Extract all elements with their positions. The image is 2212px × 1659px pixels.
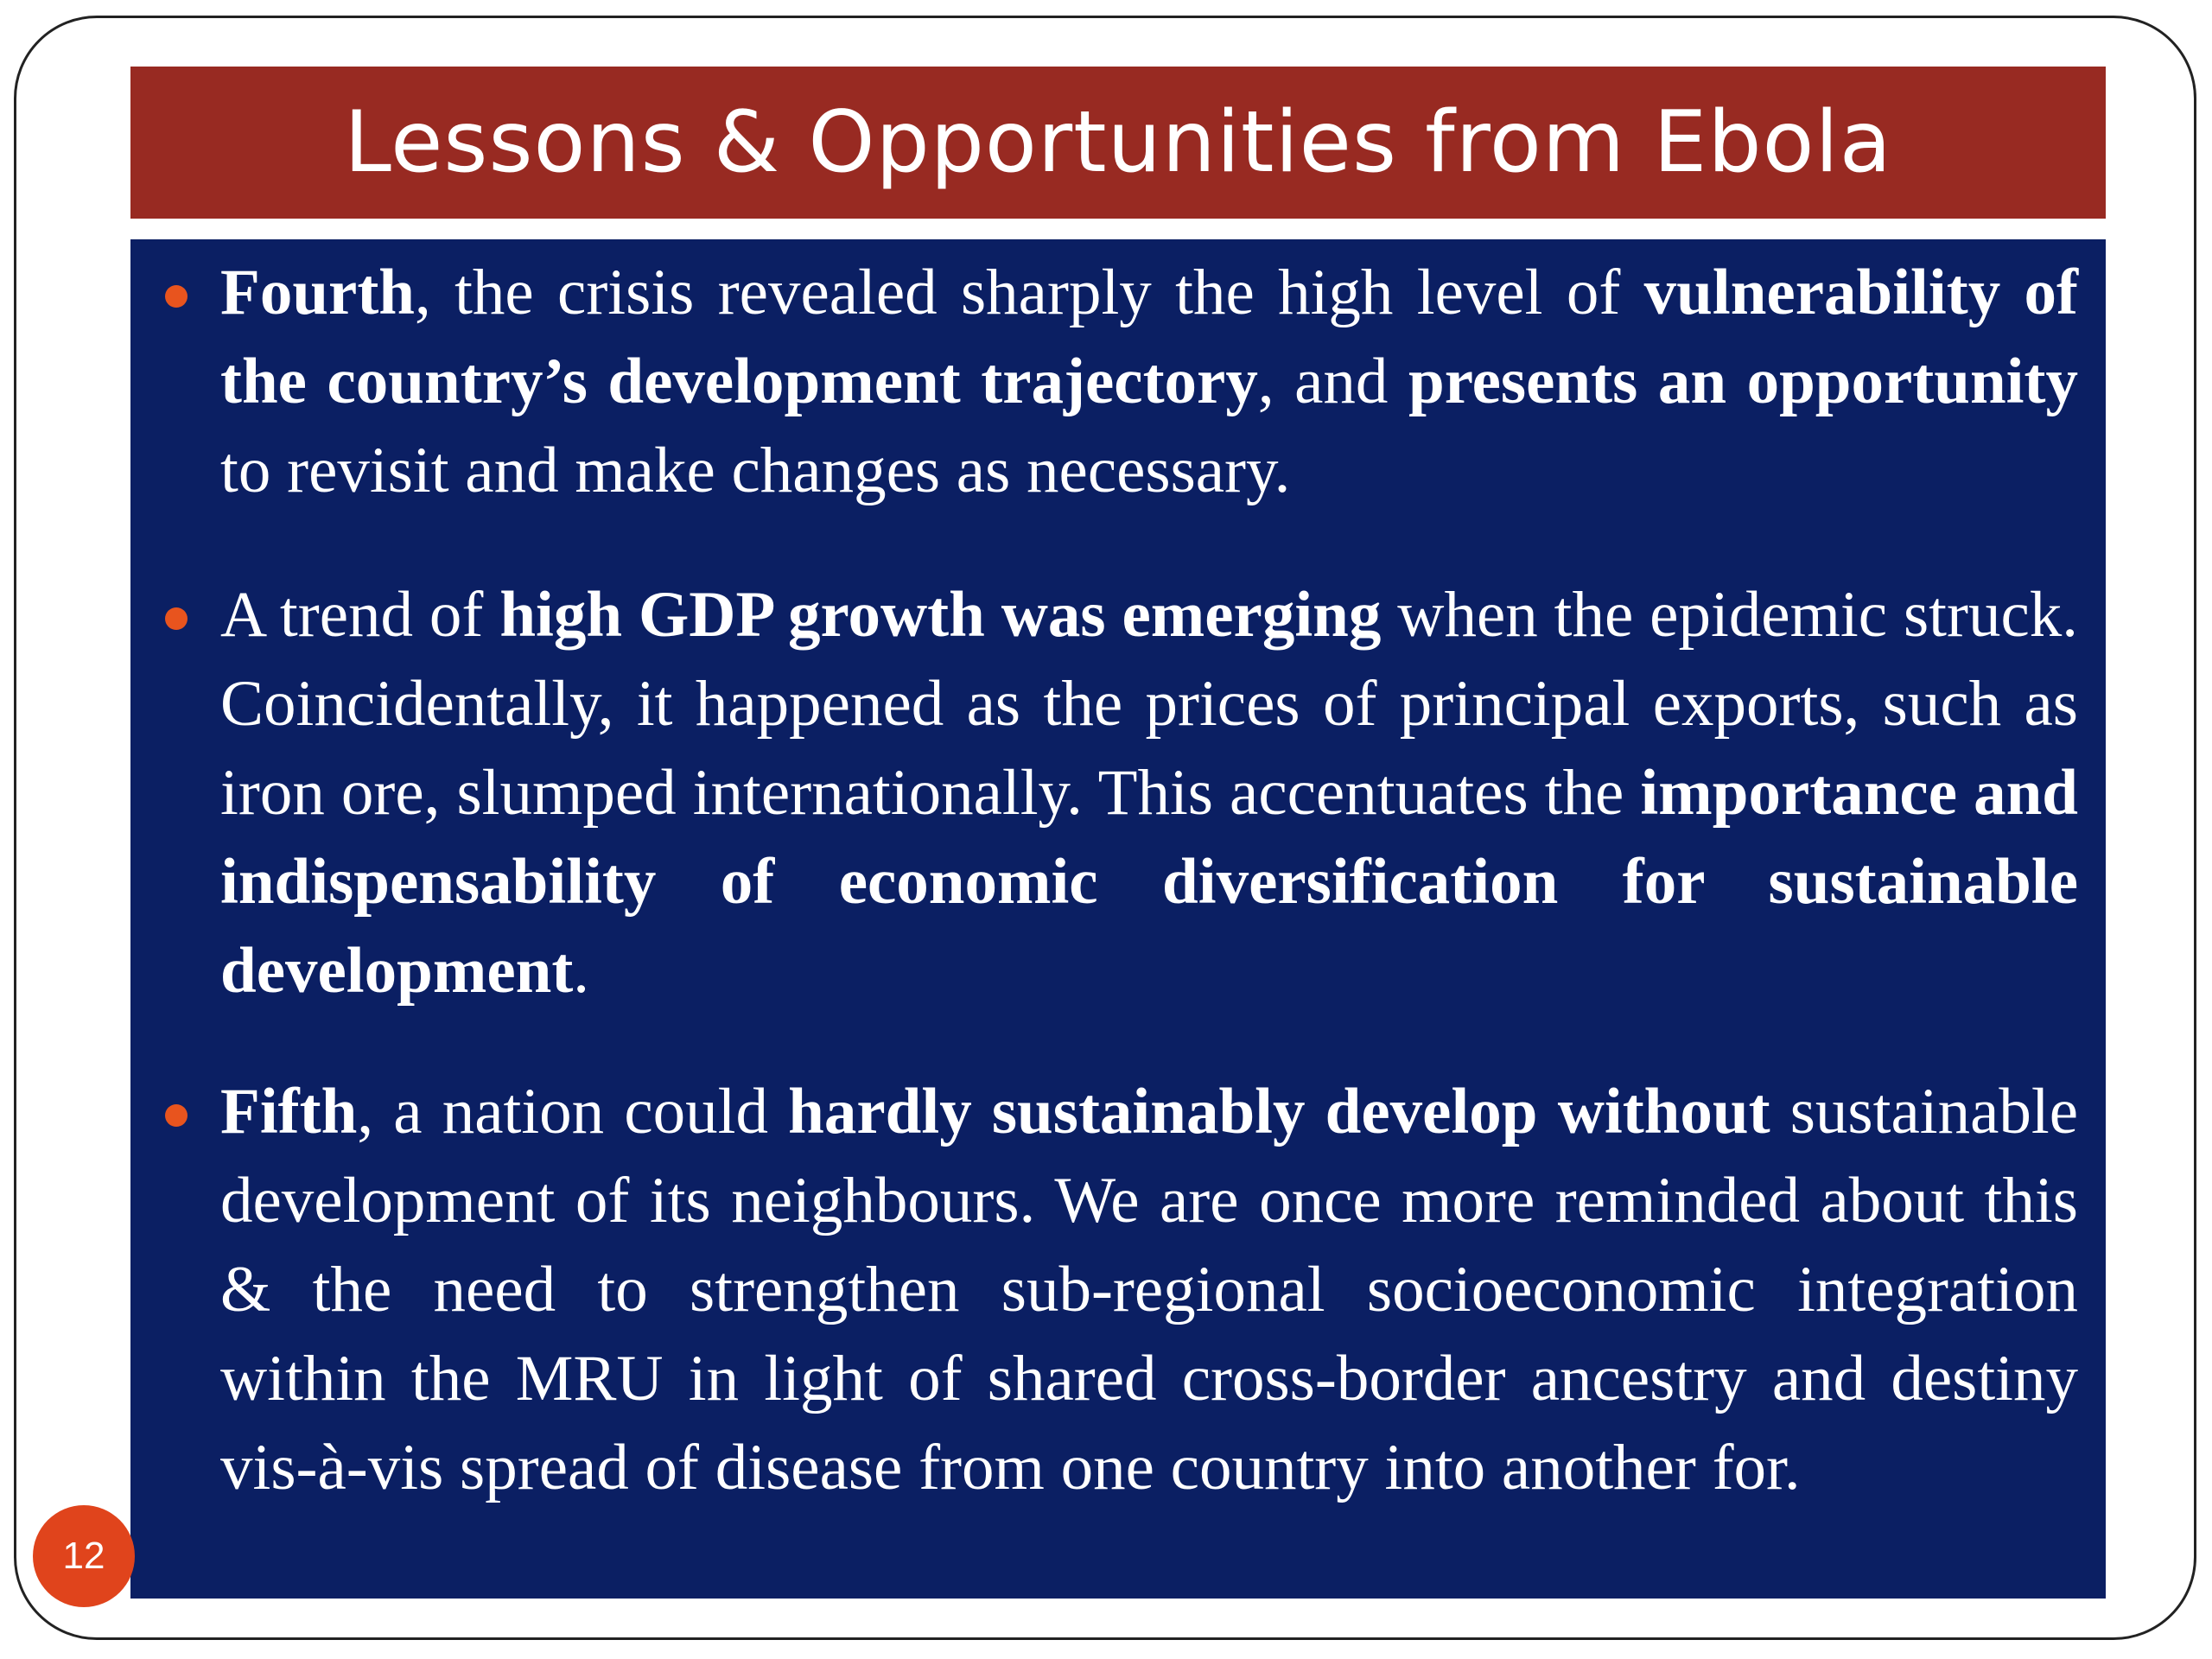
bullet-item-3 [220, 1067, 2078, 1512]
bold-text-segment: importance and indispensability of economic diversification for sustainable development [220, 757, 2078, 1007]
bullet-dot-icon [165, 607, 188, 630]
text-segment: , the crisis revealed sharply the high level of [415, 257, 1644, 328]
bullet-item-2 [220, 570, 2078, 1015]
bold-text-segment: presents an opportunity [1408, 346, 2078, 417]
bullet-text [220, 257, 2078, 506]
bold-text-segment: high GDP growth was emerging [499, 579, 1382, 651]
bullet-dot-icon [165, 285, 188, 308]
page-number-badge: 12 [33, 1505, 135, 1607]
text-segment: , and [1257, 346, 1408, 417]
bold-text-segment: hardly sustainably develop without [788, 1076, 1770, 1147]
text-segment: A trend of [220, 579, 500, 651]
bold-text-segment: Fifth [220, 1076, 358, 1147]
content-panel [130, 239, 2106, 1599]
bullet-item-1 [220, 248, 2078, 515]
bullet-dot-icon [165, 1104, 188, 1127]
bullet-text [220, 1076, 2078, 1503]
bold-text-segment: Fourth [220, 257, 415, 328]
bullet-text [220, 579, 2078, 1007]
text-segment: when the epidemic struck. Coincidentally, it happened as the prices of principal exports, such as iron ore, slumped internationally. This accentuates the [220, 579, 2078, 829]
bold-text-segment: vulnerability of the country’s development trajectory [220, 257, 2079, 417]
text-segment: to revisit and make changes as necessary. [220, 435, 1291, 506]
text-segment: sustainable development of its neighbours. We are once more reminded about this & the need to strengthen sub-regional socioeconomic integration within the MRU in light of shared cross-border ancestry and destiny vis-à-vis spread of disease from one country into another for. [220, 1076, 2078, 1503]
text-segment: , a nation could [357, 1076, 789, 1147]
slide-title: Lessons & Opportunities from Ebola [130, 67, 2106, 219]
text-segment: . [573, 935, 590, 1007]
